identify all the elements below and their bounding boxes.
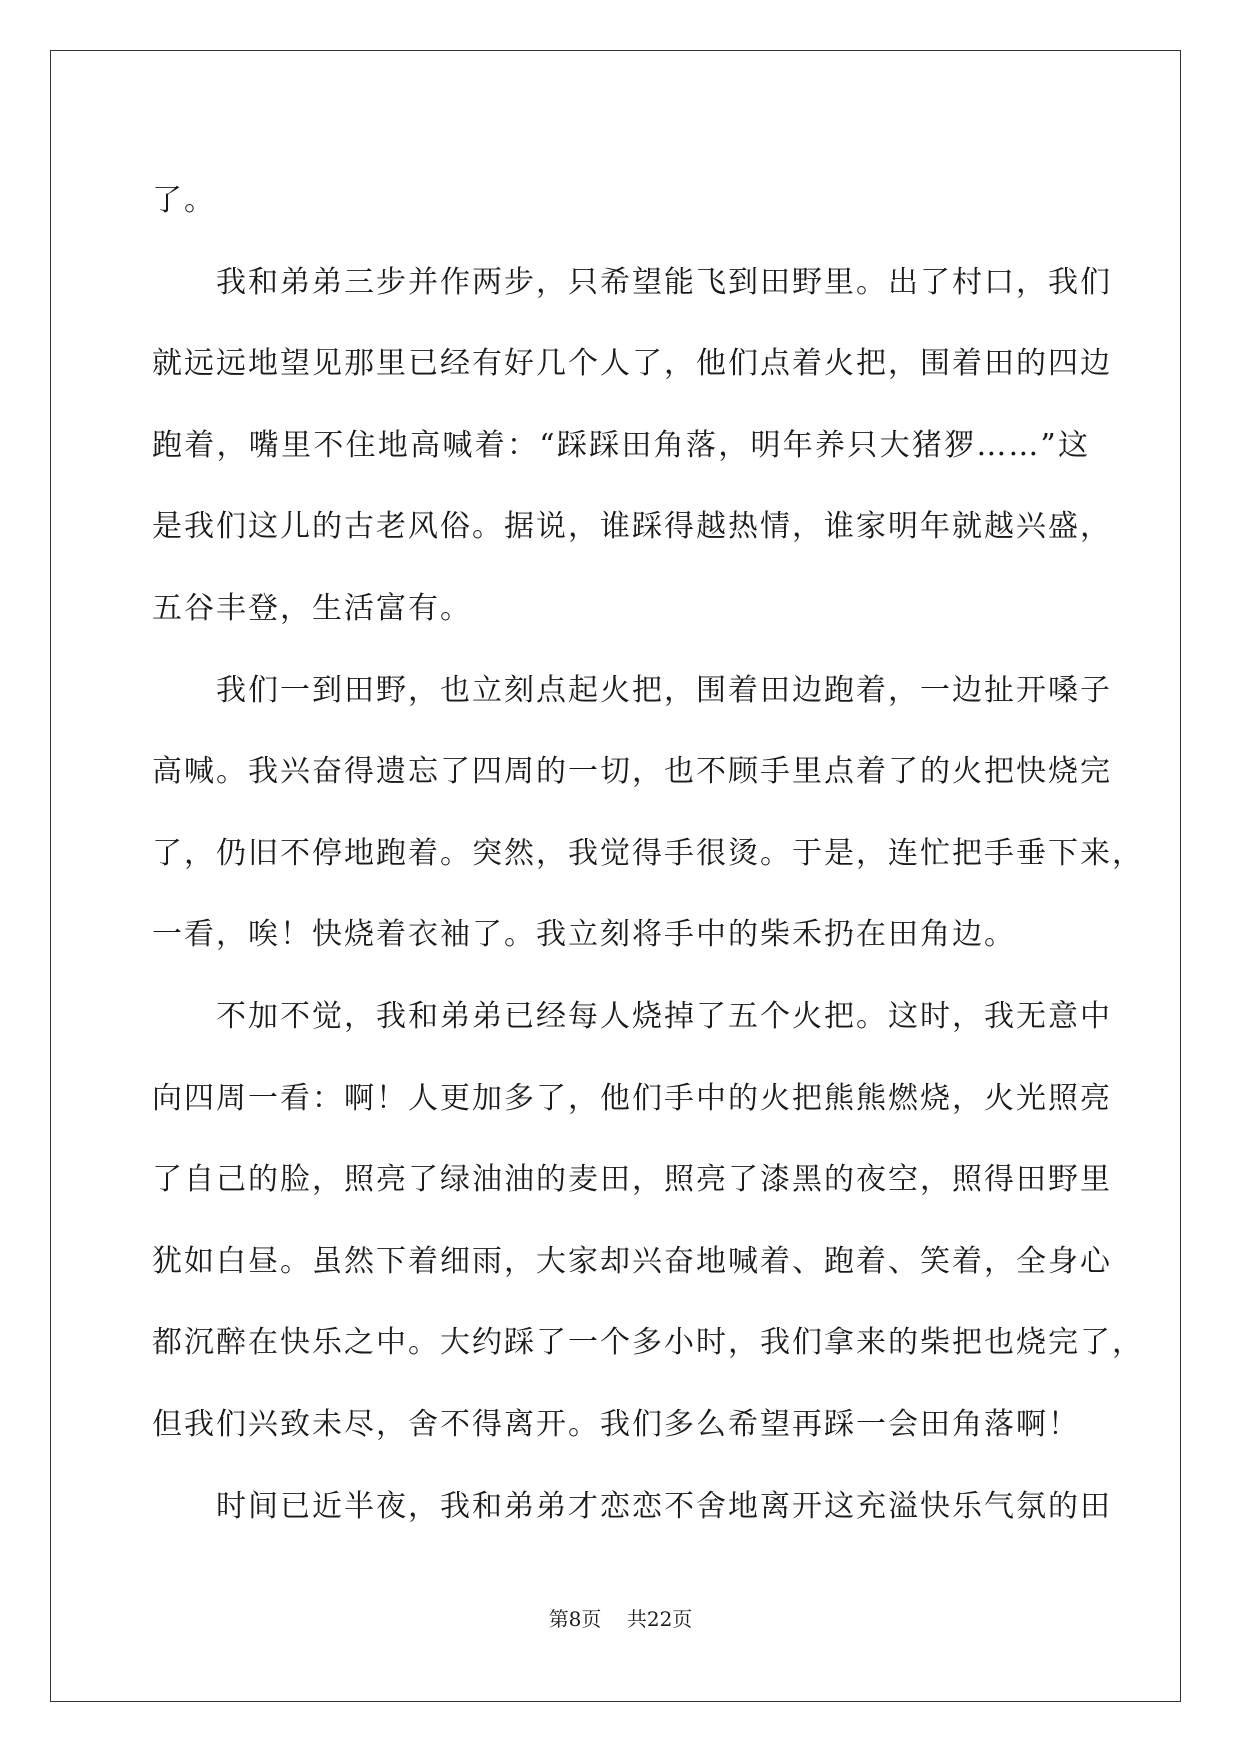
text-line: 就远远地望见那里已经有好几个人了，他们点着火把，围着田的四边 (152, 346, 1112, 382)
text-line: 了，仍旧不停地跑着。突然，我觉得手很烫。于是，连忙把手垂下来， (152, 835, 1144, 871)
text-line: 都沉醉在快乐之中。大约踩了一个多小时，我们拿来的柴把也烧完了， (152, 1325, 1144, 1361)
page-number: 第8页 (548, 1607, 602, 1631)
text-line: 是我们这儿的古老风俗。据说，谁踩得越热情，谁家明年就越兴盛， (152, 509, 1112, 545)
text-line: 五谷丰登，生活富有。 (152, 590, 472, 626)
paragraph-start-line: 时间已近半夜，我和弟弟才恋恋不舍地离开这充溢快乐气氛的田 (216, 1488, 1112, 1524)
text-line: 了。 (152, 183, 216, 218)
paragraph-start-line: 我和弟弟三步并作两步，只希望能飞到田野里。出了村口，我们 (216, 264, 1112, 300)
page-footer (0, 1607, 1241, 1631)
paragraph-start-line: 不加不觉，我和弟弟已经每人烧掉了五个火把。这时，我无意中 (216, 998, 1112, 1034)
text-line: 了自己的脸，照亮了绿油油的麦田，照亮了漆黑的夜空，照得田野里 (152, 1162, 1112, 1198)
text-line: 但我们兴致未尽，舍不得离开。我们多么希望再踩一会田角落啊！ (152, 1406, 1080, 1442)
paragraph-start-line: 我们一到田野，也立刻点起火把，围着田边跑着，一边扯开嗓子 (216, 672, 1112, 708)
text-line: 犹如白昼。虽然下着细雨，大家却兴奋地喊着、跑着、笑着，全身心 (152, 1243, 1112, 1279)
text-line: 跑着，嘴里不住地高喊着：“踩踩田角落，明年养只大猪猡……”这 (152, 427, 1090, 463)
text-line: 一看，唉！快烧着衣袖了。我立刻将手中的柴禾扔在田角边。 (152, 917, 1016, 953)
document-body (152, 160, 1144, 1547)
text-line: 向四周一看：啊！人更加多了，他们手中的火把熊熊燃烧，火光照亮 (152, 1080, 1112, 1116)
text-line: 高喊。我兴奋得遗忘了四周的一切，也不顾手里点着了的火把快烧完 (152, 754, 1112, 790)
page-total: 共22页 (626, 1607, 693, 1631)
